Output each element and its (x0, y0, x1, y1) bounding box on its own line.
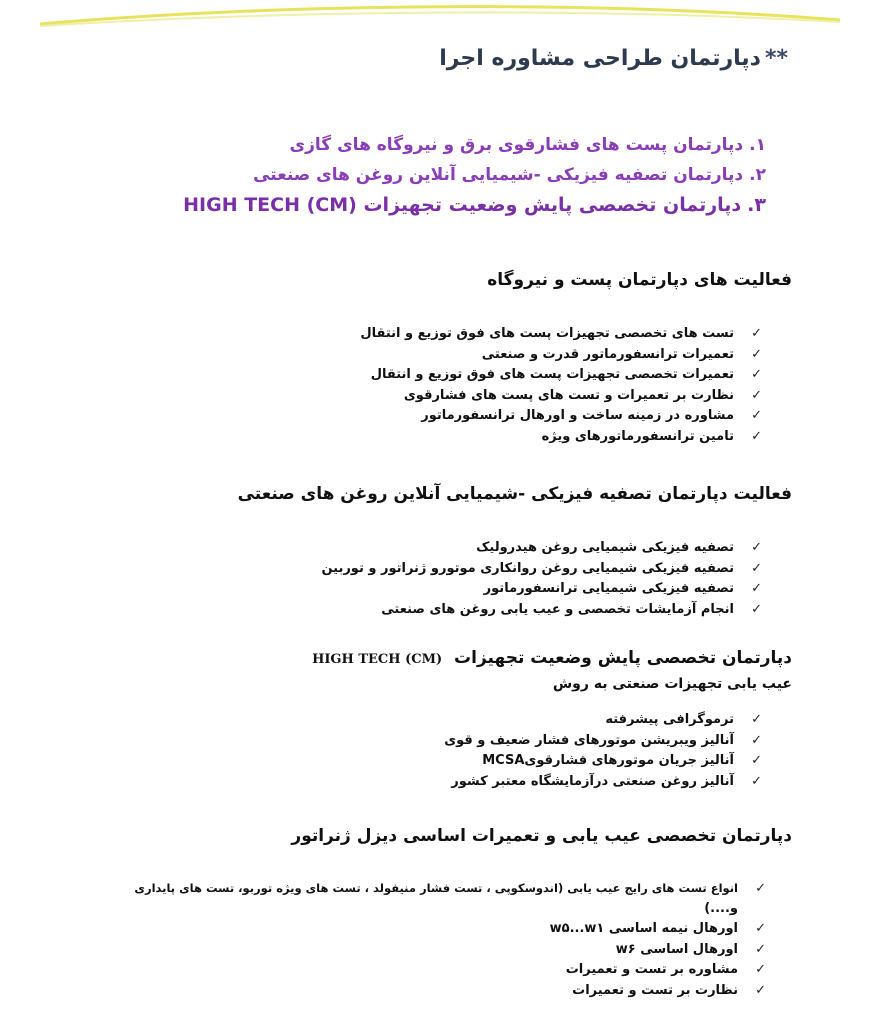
department-item: ۱.دپارتمان پست های فشارقوی برق و نیروگاه های گازی (289, 135, 766, 155)
check-icon: ✓ (751, 601, 762, 617)
check-icon: ✓ (751, 387, 762, 403)
list-item: ✓آنالیز روغن صنعتی درآزمایشگاه معتبر کشور (444, 772, 762, 793)
check-icon: ✓ (751, 428, 762, 444)
check-icon: ✓ (751, 408, 762, 423)
section2-heading: فعالیت دپارتمان تصفیه فیزیکی -شیمیایی آنلاین روغن های صنعتی (237, 484, 792, 504)
title-text: دپارتمان طراحی مشاوره اجرا (439, 46, 761, 71)
list-item: ✓آنالیز جریان موتورهای فشارقویMCSA (444, 751, 762, 772)
list-item: ✓تصفیه فیزیکی شیمیایی روغن روانکاری موتورو ژنراتور و توربین (321, 559, 762, 580)
list-item: ✓تست های تخصصی تجهیزات پست های فوق توزیع و انتقال (360, 324, 762, 345)
list-item: ✓نظارت بر تست و تعمیرات (134, 981, 766, 1002)
check-icon: ✓ (755, 881, 766, 896)
check-icon: ✓ (755, 941, 766, 957)
check-icon: ✓ (751, 773, 762, 789)
check-icon: ✓ (751, 712, 762, 727)
section3-list (444, 710, 762, 792)
list-item: ✓تعمیرات تخصصی تجهیزات پست های فوق توزیع و انتقال (360, 365, 762, 386)
section4-list (134, 878, 766, 1001)
check-icon: ✓ (751, 560, 762, 576)
list-item: ✓انواع تست های رایج عیب یابی (اندوسکوپی ، تست فشار منیفولد ، تست های ویژه توربو، تست های پایداری (134, 878, 766, 899)
check-icon: ✓ (751, 540, 762, 555)
list-item: ✓آنالیز ویبریشن موتورهای فشار ضعیف و قوی (444, 731, 762, 752)
section3-subheading: عیب یابی تجهیزات صنعتی به روش (552, 676, 792, 692)
check-icon: ✓ (755, 962, 766, 977)
check-icon: ✓ (751, 753, 762, 768)
check-icon: ✓ (751, 367, 762, 382)
list-item: ✓اورهال نیمه اساسی w۵...w۱ (134, 919, 766, 940)
section3-heading: دپارتمان تخصصی پایش وضعیت تجهیزات HIGH TECH (CM) (312, 648, 792, 668)
list-item: ✓انجام آزمایشات تخصصی و عیب یابی روغن های صنعتی (321, 600, 762, 621)
department-item: ۳.دپارتمان تخصصی پایش وضعیت تجهیزات HIGH TECH (CM) (183, 194, 766, 216)
section1-heading: فعالیت های دپارتمان پست و نیروگاه (487, 270, 792, 290)
list-item: ✓نظارت بر تعمیرات و تست های پست های فشارقوی (360, 386, 762, 407)
check-icon: ✓ (755, 982, 766, 998)
section1-list (360, 324, 762, 447)
check-icon: ✓ (751, 326, 762, 341)
list-item: ✓تامین ترانسفورماتورهای ویژه (360, 427, 762, 448)
page-title (439, 46, 788, 71)
section4-heading: دپارتمان تخصصی عیب یابی و تعمیرات اساسی دیزل ژنراتور (291, 826, 792, 846)
check-icon: ✓ (751, 732, 762, 748)
decorative-swoosh (0, 0, 896, 40)
list-item-continuation: و....) (704, 900, 738, 916)
check-icon: ✓ (751, 581, 762, 596)
section3-heading-suffix: HIGH TECH (CM) (312, 652, 443, 667)
check-icon: ✓ (751, 346, 762, 362)
list-item: ✓ترموگرافی پیشرفته (444, 710, 762, 731)
list-item: ✓مشاوره بر تست و تعمیرات (134, 960, 766, 981)
list-item: ✓مشاوره در زمینه ساخت و اورهال ترانسفورماتور (360, 406, 762, 427)
check-icon: ✓ (755, 921, 766, 936)
department-list (183, 130, 766, 220)
section2-list (321, 538, 762, 620)
list-item: ✓تصفیه فیزیکی شیمیایی روغن هیدرولیک (321, 538, 762, 559)
title-stars: ** (764, 46, 788, 71)
list-item: ✓اورهال اساسی w۶ (134, 940, 766, 961)
list-item: ✓تصفیه فیزیکی شیمیایی ترانسفورماتور (321, 579, 762, 600)
department-item: ۲.دپارتمان تصفیه فیزیکی -شیمیایی آنلاین روغن های صنعتی (253, 165, 766, 185)
list-item: ✓تعمیرات ترانسفورماتور قدرت و صنعتی (360, 345, 762, 366)
